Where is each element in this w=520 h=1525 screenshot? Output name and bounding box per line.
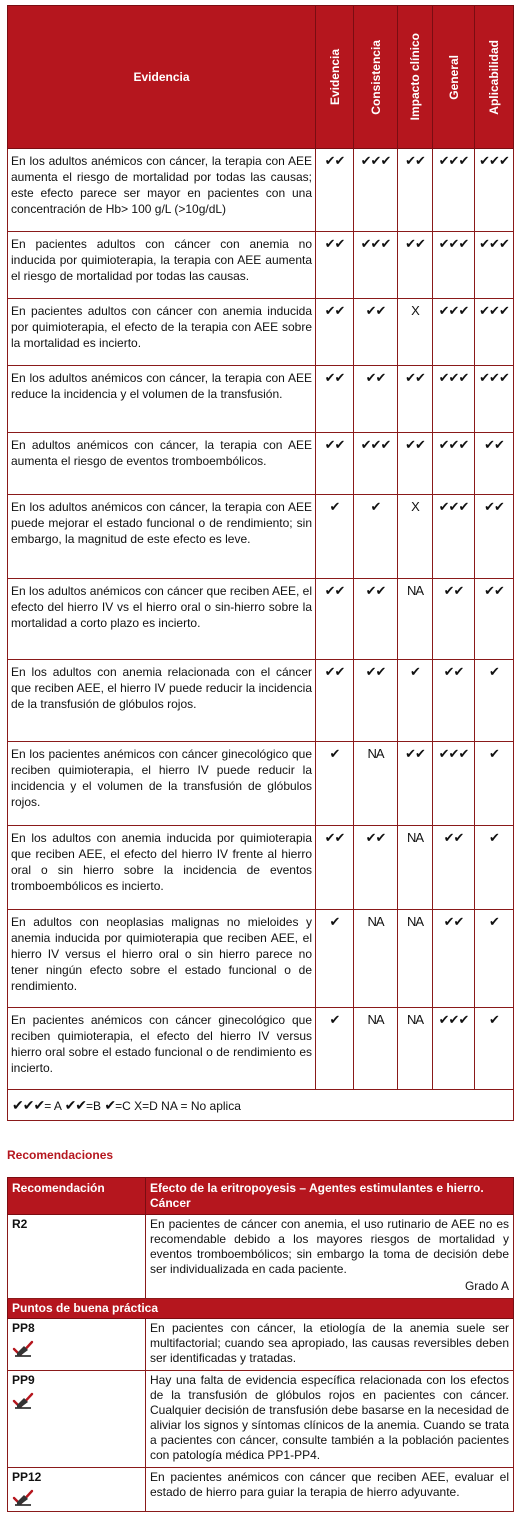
legend-row (8, 1090, 514, 1121)
table-row (8, 1008, 514, 1090)
rating-consistencia: ✔✔ (354, 660, 398, 742)
rating-impacto: ✔✔ (398, 366, 433, 433)
table-row (8, 495, 514, 579)
rating-aplicabilidad: ✔✔✔ (475, 232, 514, 299)
rating-impacto: ✔✔ (398, 742, 433, 826)
table-row (8, 826, 514, 910)
practice-text: Hay una falta de evidencia específica relacionada con los efectos de la transfusión de glóbulos rojos en pacientes con cáncer. Cualquier decisión de transfusión debe basarse en la necesidad de aliviar los signos y síntomas clínicos de la anemia. Cuando se trata a pacientes con cáncer, consulte también a la población pacientes con patología médica PP1-PP4. (146, 1371, 514, 1468)
legend-a-text: = A (44, 1098, 62, 1113)
evidence-statement: En los adultos anémicos con cáncer, la terapia con AEE reduce la incidencia y el volumen de la transfusión. (8, 366, 316, 433)
header-recommendation: Recomendación (8, 1178, 146, 1215)
evidence-statement: En los pacientes anémicos con cáncer ginecológico que reciben quimioterapia, el hierro IV puede reducir la incidencia y el volumen de la transfusión de glóbulos rojos. (8, 742, 316, 826)
rating-consistencia: ✔✔ (354, 366, 398, 433)
rating-consistencia: NA (354, 910, 398, 1008)
table-row (8, 299, 514, 366)
table-row (8, 366, 514, 433)
rating-aplicabilidad: ✔✔✔ (475, 149, 514, 232)
good-practice-band (8, 1299, 514, 1319)
table-row (8, 660, 514, 742)
rating-aplicabilidad: ✔✔✔ (475, 366, 514, 433)
rating-evidencia: ✔✔ (316, 579, 354, 660)
legend-b-checks: ✔✔ (64, 1096, 87, 1113)
rating-evidencia: ✔✔ (316, 433, 354, 495)
rating-evidencia: ✔✔ (316, 660, 354, 742)
header-evidence: Evidencia (8, 6, 316, 149)
table-row (8, 910, 514, 1008)
rating-general: ✔✔✔ (433, 742, 475, 826)
checkmark-pen-icon (12, 1489, 34, 1507)
practice-code: PP8 (12, 1321, 35, 1335)
rating-aplicabilidad: ✔✔ (475, 433, 514, 495)
rating-consistencia: ✔✔✔ (354, 149, 398, 232)
rating-general: ✔✔✔ (433, 495, 475, 579)
rating-consistencia: ✔✔ (354, 299, 398, 366)
rating-impacto: ✔✔ (398, 433, 433, 495)
header-col-consistencia: Consistencia (354, 6, 398, 149)
recommendations-title: Recomendaciones (7, 1148, 114, 1162)
header-col-impacto: Impacto clínico (398, 6, 433, 149)
rating-impacto: NA (398, 1008, 433, 1090)
table-row (8, 742, 514, 826)
rating-impacto: ✔✔ (398, 149, 433, 232)
practice-code: PP12 (12, 1470, 42, 1484)
rating-general: ✔✔✔ (433, 366, 475, 433)
practice-code-cell (8, 1468, 146, 1512)
rating-aplicabilidad: ✔✔ (475, 579, 514, 660)
rating-evidencia: ✔✔ (316, 826, 354, 910)
rating-legend (8, 1090, 514, 1121)
rating-general: ✔✔✔ (433, 232, 475, 299)
rating-aplicabilidad: ✔ (475, 742, 514, 826)
rating-evidencia: ✔✔ (316, 299, 354, 366)
rating-consistencia: ✔✔ (354, 579, 398, 660)
evidence-statement: En adultos anémicos con cáncer, la terapia con AEE aumenta el riesgo de eventos tromboembólicos. (8, 433, 316, 495)
rating-aplicabilidad: ✔ (475, 910, 514, 1008)
evidence-statement: En los adultos con anemia inducida por quimioterapia que reciben AEE, el efecto del hierro IV frente al hierro oral o sin hierro sobre la incidencia de eventos tromboembólicos es incierto. (8, 826, 316, 910)
rating-general: ✔✔ (433, 910, 475, 1008)
good-practice-title: Puntos de buena práctica (8, 1299, 514, 1319)
rating-general: ✔✔✔ (433, 299, 475, 366)
rating-consistencia: NA (354, 742, 398, 826)
rating-evidencia: ✔ (316, 495, 354, 579)
rating-general: ✔✔ (433, 826, 475, 910)
legend-c-checks: ✔ (104, 1096, 116, 1113)
rating-evidencia: ✔ (316, 1008, 354, 1090)
recommendation-code: R2 (8, 1215, 146, 1299)
checkmark-pen-icon (12, 1340, 34, 1358)
rating-general: ✔✔✔ (433, 1008, 475, 1090)
rating-impacto: NA (398, 910, 433, 1008)
evidence-statement: En pacientes adultos con cáncer con anemia inducida por quimioterapia, el efecto de la terapia con AEE sobre la mortalidad es incierto. (8, 299, 316, 366)
checkmark-pen-icon (12, 1392, 34, 1410)
evidence-header-row (8, 6, 514, 149)
rating-consistencia: NA (354, 1008, 398, 1090)
rating-impacto: X (398, 299, 433, 366)
legend-c-text: =C X=D NA = No aplica (115, 1098, 241, 1113)
rating-evidencia: ✔✔ (316, 232, 354, 299)
rating-consistencia: ✔✔✔ (354, 433, 398, 495)
rating-consistencia: ✔✔ (354, 826, 398, 910)
rating-aplicabilidad: ✔✔ (475, 495, 514, 579)
evidence-statement: En los adultos con anemia relacionada con el cáncer que reciben AEE, el hierro IV puede reducir la incidencia de la transfusión de glóbulos rojos. (8, 660, 316, 742)
legend-b-text: =B (86, 1098, 102, 1113)
recommendations-header-row (8, 1178, 514, 1215)
practice-row-pp9 (8, 1371, 514, 1468)
recommendation-text: En pacientes de cáncer con anemia, el uso rutinario de AEE no es recomendable debido a los mayores riesgos de mortalidad y eventos tromboembólicos; sin embargo la toma de decisión debe ser individualizada en cada paciente. (150, 1217, 509, 1276)
rating-general: ✔✔ (433, 579, 475, 660)
evidence-table-container (7, 5, 513, 1121)
evidence-statement: En pacientes adultos con cáncer con anemia no inducida por quimioterapia, la terapia con AEE aumenta el riesgo de mortalidad por todas las causas. (8, 232, 316, 299)
practice-text: En pacientes con cáncer, la etiología de la anemia suele ser multifactorial; cuando sea apropiado, las causas reversibles deben ser identificadas y tratadas. (146, 1319, 514, 1371)
rating-evidencia: ✔✔ (316, 366, 354, 433)
practice-row-pp12 (8, 1468, 514, 1512)
rating-evidencia: ✔ (316, 742, 354, 826)
evidence-table (7, 5, 514, 1121)
header-col-general: General (433, 6, 475, 149)
rating-consistencia: ✔ (354, 495, 398, 579)
rating-evidencia: ✔ (316, 910, 354, 1008)
practice-row-pp8 (8, 1319, 514, 1371)
evidence-statement: En pacientes anémicos con cáncer ginecológico que reciben quimioterapia, el efecto del hierro IV versus hierro oral sobre el estado funcional o de rendimiento es incierto. (8, 1008, 316, 1090)
table-row (8, 149, 514, 232)
recommendations-table (7, 1177, 514, 1512)
rating-consistencia: ✔✔✔ (354, 232, 398, 299)
evidence-statement: En los adultos anémicos con cáncer que reciben AEE, el efecto del hierro IV vs el hierro oral o sin-hierro sobre la mortalidad a corto plazo es incierto. (8, 579, 316, 660)
recommendation-text-cell (146, 1215, 514, 1299)
rating-impacto: ✔✔ (398, 232, 433, 299)
recommendation-row-r2 (8, 1215, 514, 1299)
rating-general: ✔✔ (433, 660, 475, 742)
practice-code-cell (8, 1319, 146, 1371)
rating-impacto: X (398, 495, 433, 579)
evidence-statement: En adultos con neoplasias malignas no mieloides y anemia inducida por quimioterapia que reciben AEE, el hierro IV versus el hierro oral o sin hierro parece no tener ningún efecto sobre el estado funcional o de rendimiento. (8, 910, 316, 1008)
rating-aplicabilidad: ✔ (475, 826, 514, 910)
header-col-evidencia: Evidencia (316, 6, 354, 149)
rating-impacto: NA (398, 579, 433, 660)
recommendations-table-container (7, 1177, 513, 1512)
rating-impacto: ✔ (398, 660, 433, 742)
rating-aplicabilidad: ✔ (475, 1008, 514, 1090)
legend-a-checks: ✔✔✔ (12, 1096, 45, 1113)
evidence-statement: En los adultos anémicos con cáncer, la terapia con AEE puede mejorar el estado funcional o de rendimiento; sin embargo, la magnitud de este efecto es leve. (8, 495, 316, 579)
rating-aplicabilidad: ✔✔✔ (475, 299, 514, 366)
rating-general: ✔✔✔ (433, 433, 475, 495)
rating-impacto: NA (398, 826, 433, 910)
grade-label: Grado A (464, 1279, 509, 1293)
table-row (8, 579, 514, 660)
evidence-statement: En los adultos anémicos con cáncer, la terapia con AEE aumenta el riesgo de mortalidad por todas las causas; este efecto parece ser mayor en pacientes con una concentración de Hb> 100 g/L (>10g/dL) (8, 149, 316, 232)
practice-code-cell (8, 1371, 146, 1468)
table-row (8, 232, 514, 299)
table-row (8, 433, 514, 495)
practice-code: PP9 (12, 1373, 35, 1387)
header-col-aplicabilidad: Aplicabilidad (475, 6, 514, 149)
rating-evidencia: ✔✔ (316, 149, 354, 232)
header-topic: Efecto de la eritropoyesis – Agentes estimulantes e hierro. Cáncer (146, 1178, 514, 1215)
rating-general: ✔✔✔ (433, 149, 475, 232)
practice-text: En pacientes anémicos con cáncer que reciben AEE, evaluar el estado de hierro para guiar la terapia de hierro adyuvante. (146, 1468, 514, 1512)
rating-aplicabilidad: ✔ (475, 660, 514, 742)
